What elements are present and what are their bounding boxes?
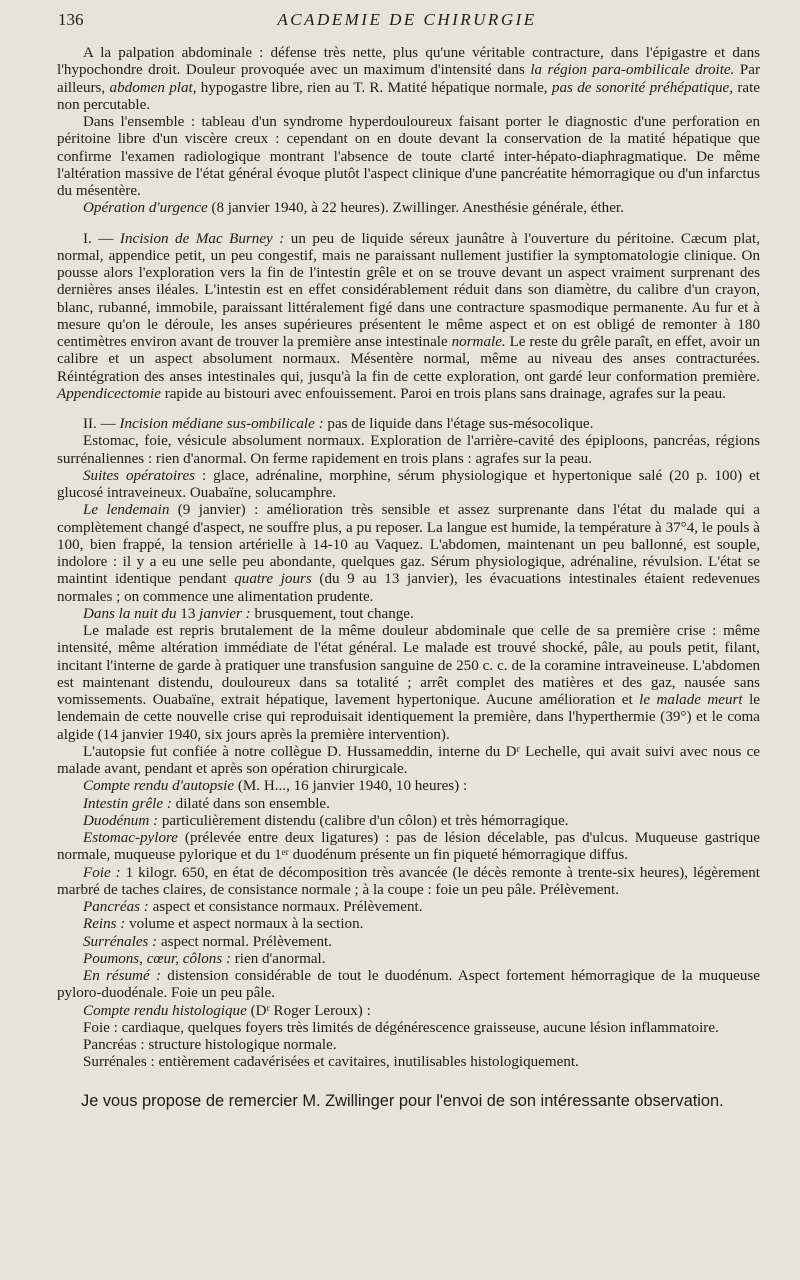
text-segment: distension considérable de tout le duodénum. Aspect fortement hémorragique de la muqueuse pyloro-duodénale. Foie un peu pâle. — [57, 968, 761, 1002]
article-body — [57, 45, 760, 1112]
paragraph-p11 — [57, 744, 760, 779]
text-segment: 1 kilogr. 650, en état de décomposition très avancée (le décès remonte à trente-six heures), légèrement marbré de taches claires, de consistance normale ; à la coupe : foie un peu pâle. Prélèvement. — [57, 864, 760, 898]
text-segment: pas de liquide dans l'étage sus-mésocolique. — [323, 416, 594, 432]
italic-text-segment: Compte rendu d'autopsie — [83, 778, 235, 795]
running-title: ACADEMIE DE CHIRURGIE — [277, 10, 537, 29]
paragraph-p22 — [57, 1003, 760, 1020]
page-header — [58, 10, 756, 36]
paragraph-p10 — [57, 623, 760, 744]
page-number: 136 — [58, 10, 84, 29]
italic-text-segment: Opération d'urgence — [83, 200, 208, 217]
paragraph-p3 — [57, 200, 760, 217]
italic-text-segment: Surrénales : — [83, 933, 158, 950]
text-segment: Je vous propose de remercier M. Zwillinger pour l'envoi de son intéressante observation. — [81, 1091, 724, 1110]
paragraph-p9 — [57, 606, 760, 623]
italic-text-segment: Poumons, cœur, côlons : — [83, 950, 231, 967]
text-segment: Pancréas : structure histologique normale. — [83, 1037, 337, 1053]
italic-text-segment: janvier : — [199, 605, 251, 622]
paragraph-p17 — [57, 899, 760, 916]
text-segment: dilaté dans son ensemble. — [171, 795, 330, 812]
text-segment: le lendemain de cette nouvelle crise qui reproduisait identiquement la première, dans l'hyperthermie (39°) et le coma algide (14 janvier 1940, six jours après la première intervention). — [57, 692, 760, 743]
text-segment: rapide au bistouri avec enfouissement. Paroi en trois plans sans drainage, agrafes sur la peau. — [160, 385, 726, 402]
paragraph-p25 — [57, 1054, 760, 1071]
paragraph-p6 — [57, 433, 760, 468]
text-segment: volume et aspect normaux à la section. — [125, 916, 364, 933]
text-segment: : glace, adrénaline, morphine, sérum physiologique et hypertonique salé (20 p. 100) et glucosé intraveineux. Ouabaïne, solucamphre. — [57, 467, 760, 501]
paragraph-p8 — [57, 502, 760, 606]
text-segment: I. — — [83, 230, 120, 247]
text-segment: Le malade est repris brutalement de la même douleur abdominale que celle de sa première crise : même intensité, même altération immédiate de l'état général. Le malade est trouvé shocké, pâle, au pouls petit, filant, incitant l'interne de garde à pratiquer une transfusion sanguine de 250 c. c. de la coramine intraveineuse. L'abdomen est maintenant distendu, douloureux dans sa totalité ; arrêt complet des matières et des gaz, nausée sans vomissements. Ouabaïne, extrait hépatique, lavement hypertonique. Aucune amélioration et — [57, 623, 760, 708]
italic-text-segment: le malade meurt — [639, 692, 743, 708]
italic-text-segment: Estomac-pylore — [83, 830, 179, 846]
italic-text-segment: Duodénum : — [83, 812, 159, 829]
italic-text-segment: Dans la nuit du — [83, 605, 177, 622]
text-segment: L'autopsie fut confiée à notre collègue D. Hussameddin, interne du Dʳ Lechelle, qui avait suivi avec nous ce malade avant, pendant et après son opération chirurgicale. — [57, 743, 760, 777]
text-segment: (Dʳ Roger Leroux) : — [246, 1002, 371, 1019]
italic-text-segment: Incision de Mac Burney : — [119, 230, 285, 247]
text-segment: 13 — [176, 605, 200, 622]
paragraph-p2 — [57, 114, 760, 200]
paragraph-p16 — [57, 865, 760, 900]
text-segment: (du 9 au 13 janvier), les évacuations intestinales étaient redevenues normales ; on commence une alimentation prudente. — [57, 571, 761, 605]
text-segment: un peu de liquide séreux jaunâtre à l'ouverture du péritoine. Cæcum plat, normal, appendice petit, un peu congestif, mais ne paraissant nullement justifier la symptomatologie clinique. On pousse alors l'exploration vers la fin de l'intestin grêle et on se trouve devant un aspect vraiment surprenant des dernières anses iléales. L'intestin est en effet considérablement réduit dans son diamètre, du calibre d'un crayon, blanc, rubanné, immobile, paraissant littéralement figé dans une contracture spasmodique permanente. Au fur et à mesure qu'on le déroule, les anses supérieures présentent le même aspect et on est obligé de remonter à 180 centimètres environ avant de trouver la première anse intestinale — [57, 230, 760, 350]
text-segment: Le reste du grêle paraît, en effet, avoir un calibre et un aspect absolument normaux. Mésentère normal, même au niveau des anses contracturées. Réintégration des anses intestinales qui, jusqu'à la fin de cette exploration, ont gardé leur conformation première. — [57, 334, 761, 385]
paragraph-p19 — [57, 934, 760, 951]
text-segment: brusquement, tout change. — [250, 605, 414, 622]
text-segment: II. — — [83, 416, 120, 432]
text-segment: A la palpation abdominale : défense très nette, plus qu'une véritable contracture, dans l'épigastre et dans l'hypochondre droit. Douleur provoquée avec un maximum d'intensité dans — [57, 45, 760, 79]
italic-text-segment: Foie : — [83, 864, 121, 881]
paragraph-p20 — [57, 951, 760, 968]
italic-text-segment: abdomen plat, — [109, 79, 197, 96]
paragraph-p12 — [57, 778, 760, 795]
italic-text-segment: quatre jours — [234, 571, 312, 588]
paragraph-p24 — [57, 1037, 760, 1054]
italic-text-segment: Compte rendu histologique — [83, 1002, 247, 1019]
italic-text-segment: Suites opératoires — [83, 467, 196, 484]
text-segment: Estomac, foie, vésicule absolument normaux. Exploration de l'arrière-cavité des épiploons, pancréas, régions surrénaliennes : rien d'anormal. On ferme rapidement en trois plans : agrafes sur la peau. — [57, 433, 760, 467]
paragraph-p7 — [57, 468, 760, 503]
text-segment: rien d'anormal. — [231, 950, 326, 967]
italic-text-segment: pas de sonorité préhépatique, — [551, 79, 734, 96]
paragraph-p21 — [57, 968, 760, 1003]
paragraph-p26 — [57, 1091, 760, 1112]
italic-text-segment: Intestin grêle : — [83, 795, 172, 812]
paragraph-p14 — [57, 813, 760, 830]
text-segment: (prélevée entre deux ligatures) : pas de lésion décelable, pas d'ulcus. Muqueuse gastrique normale, muqueuse pylorique et du 1ᵉʳ duodénum présente un fin piqueté hémorragique diffus. — [57, 830, 760, 864]
italic-text-segment: En résumé : — [83, 968, 161, 984]
text-segment: particulièrement distendu (calibre d'un côlon) et très hémorragique. — [158, 812, 569, 829]
italic-text-segment: Incision médiane sus-ombilicale : — [119, 416, 324, 432]
paragraph-p15 — [57, 830, 760, 865]
text-segment: (8 janvier 1940, à 22 heures). Zwillinger. Anesthésie générale, éther. — [207, 200, 624, 217]
paragraph-p23 — [57, 1020, 760, 1037]
paragraph-p18 — [57, 916, 760, 933]
paragraph-p13 — [57, 796, 760, 813]
italic-text-segment: Pancréas : — [83, 899, 149, 915]
text-segment: aspect normal. Prélèvement. — [157, 933, 332, 950]
text-segment: rate non percutable. — [57, 79, 760, 113]
text-segment: aspect et consistance normaux. Prélèvement. — [148, 899, 423, 915]
paragraph-p4 — [57, 231, 760, 404]
italic-text-segment: Appendicectomie — [57, 385, 161, 402]
text-segment: Surrénales : entièrement cadavérisées et cavitaires, inutilisables histologiquement. — [83, 1054, 579, 1071]
text-segment: (M. H..., 16 janvier 1940, 10 heures) : — [234, 778, 468, 795]
paragraph-p1 — [57, 45, 760, 114]
text-segment: hypogastre libre, rien au T. R. Matité hépatique normale, — [196, 79, 552, 96]
italic-text-segment: la région para-ombilicale droite. — [530, 62, 735, 79]
italic-text-segment: normale. — [451, 334, 506, 350]
italic-text-segment: Le lendemain — [83, 502, 170, 519]
italic-text-segment: Reins : — [83, 916, 126, 933]
paragraph-p5 — [57, 416, 760, 433]
text-segment: Foie : cardiaque, quelques foyers très limités de dégénérescence graisseuse, aucune lésion inflammatoire. — [83, 1019, 719, 1036]
text-segment: Par ailleurs, — [57, 62, 760, 96]
text-segment: Dans l'ensemble : tableau d'un syndrome hyperdouloureux faisant porter le diagnostic d'une perforation en péritoine libre d'un viscère creux : cependant on en doute devant la conservation de la matité hépatique que confirme l'examen radiologique montrant l'absence de toute clarté inter-hépato-diaphragmatique. De même l'altération massive de l'état général évoque plutôt l'aspect clinique d'une pancréatite hémorragique ou d'un infarctus du mésentère. — [57, 114, 760, 199]
text-segment: (9 janvier) : amélioration très sensible et assez surprenante dans l'état du malade qui a complètement changé d'aspect, ne souffre plus, a pu reposer. La langue est humide, la température à 37°4, le pouls à 100, bien frappé, la tension artérielle à 14-10 au Vaquez. L'abdomen, maintenant un peu ballonné, est souple, indolore : il y a eu une selle peu abondante, quelques gaz. Sérum physiologique, adrénaline, révulsion. L'état se maintint identique pendant — [57, 502, 760, 588]
